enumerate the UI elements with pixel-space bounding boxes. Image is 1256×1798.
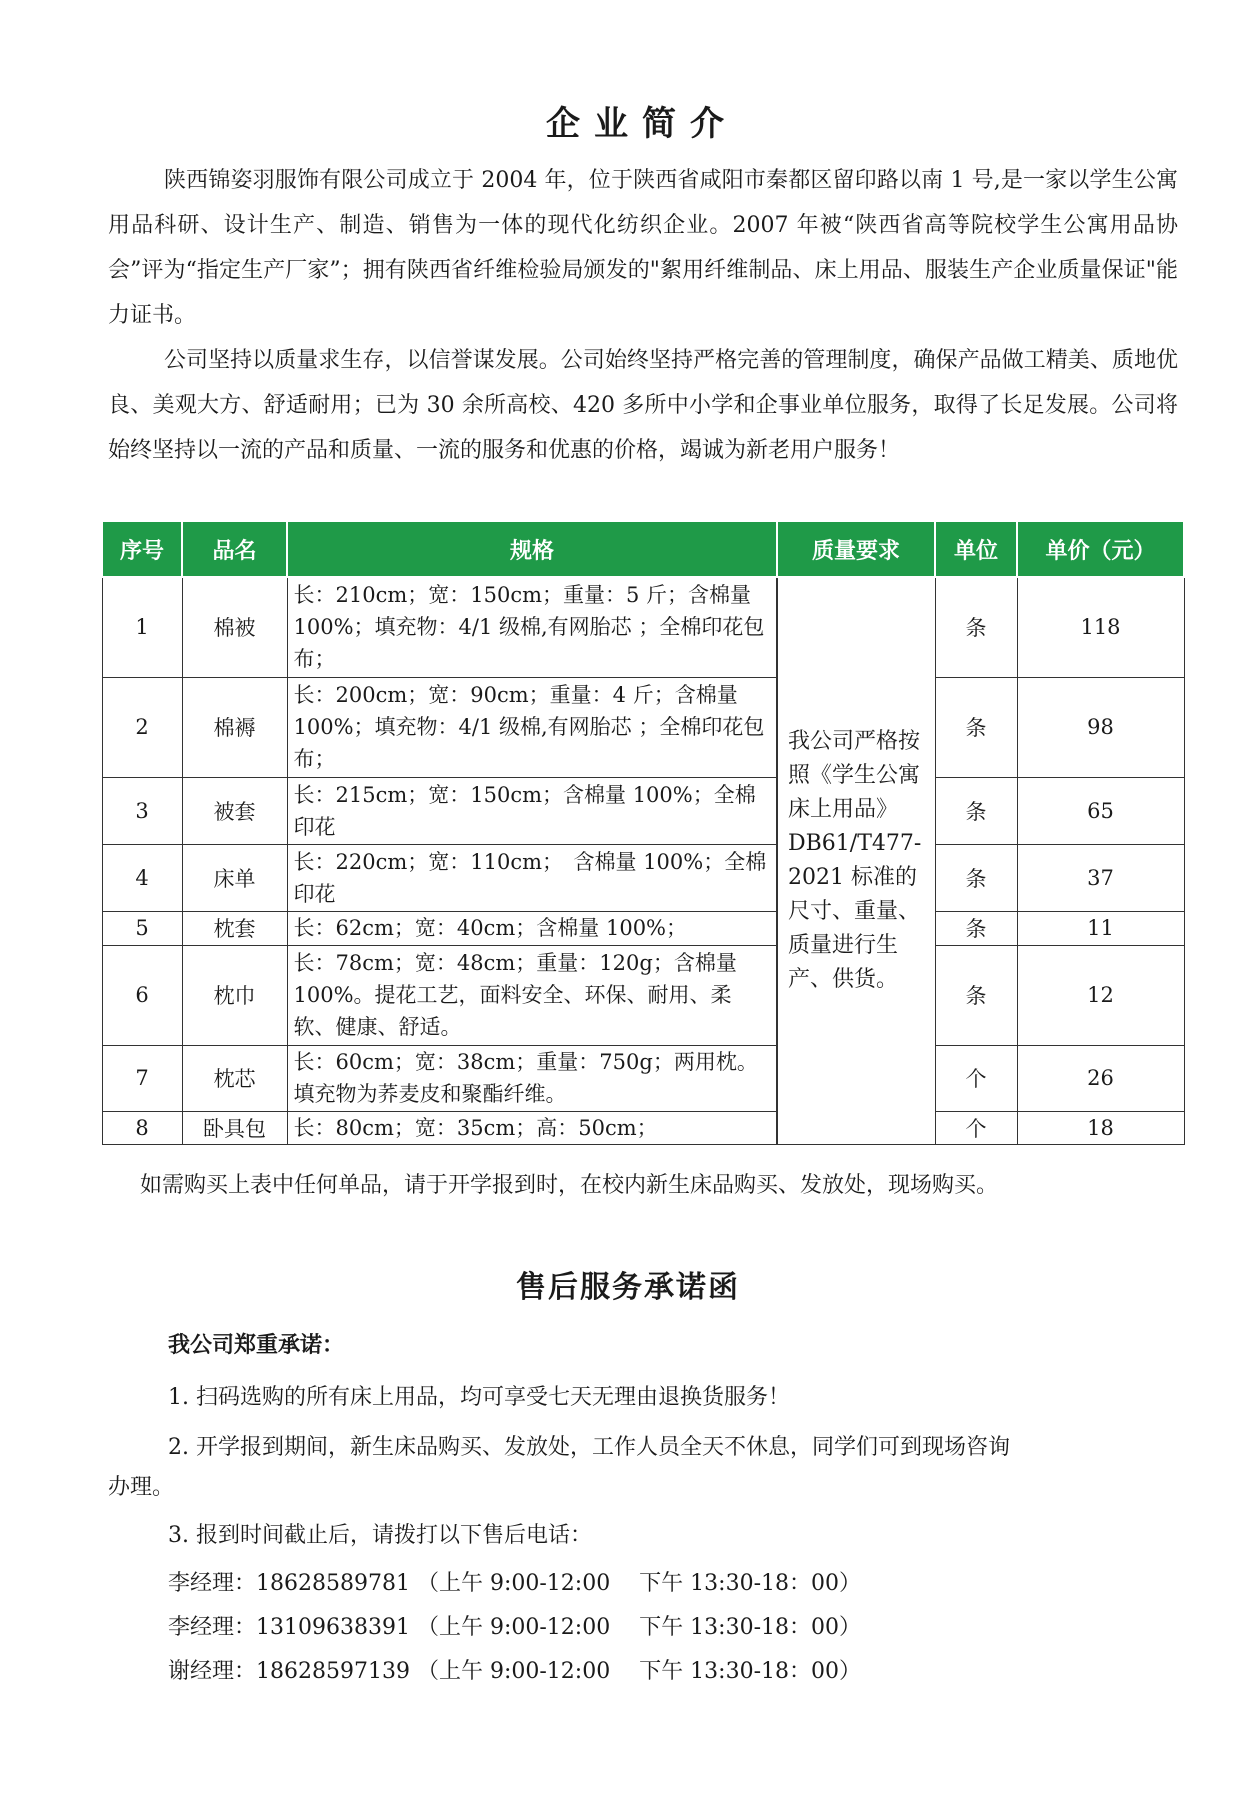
table-header-row	[102, 521, 1184, 577]
purchase-note: 如需购买上表中任何单品，请于开学报到时，在校内新生床品购买、发放处，现场购买。	[140, 1173, 999, 1198]
row-unit: 条	[935, 577, 1017, 677]
table-row	[102, 677, 1184, 777]
row-spec: 长：220cm；宽：110cm； 含棉量 100%；全棉印花	[287, 844, 777, 911]
header-name: 品名	[182, 521, 287, 577]
row-unit: 个	[935, 1111, 1017, 1144]
intro-paragraph-2: 公司坚持以质量求生存，以信誉谋发展。公司始终坚持严格完善的管理制度，确保产品做工精美、质地优良、美观大方、舒适耐用；已为 30 余所高校、420 多所中小学和企事业单位服务，取得了长足发展。公司将始终坚持以一流的产品和质量、一流的服务和优惠的价格，竭诚为新老用户服务！	[108, 348, 1178, 463]
row-spec: 长：210cm；宽：150cm；重量：5 斤；含棉量 100%；填充物：4/1 级棉,有网胎芯 ；全棉印花包布；	[287, 577, 777, 677]
header-price: 单价（元）	[1017, 521, 1184, 577]
row-unit: 条	[935, 911, 1017, 945]
row-no: 7	[102, 1045, 182, 1111]
row-price: 118	[1017, 577, 1184, 677]
table-row	[102, 844, 1184, 911]
intro-paragraph-1: 陕西锦姿羽服饰有限公司成立于 2004 年，位于陕西省咸阳市秦都区留印路以南 1 号,是一家以学生公寓用品科研、设计生产、制造、销售为一体的现代化纺织企业。2007 年被“陕西省高等院校学生公寓用品协会”评为“指定生产厂家”；拥有陕西省纤维检验局颁发的"絮用纤维制品、床上用品、服装生产企业质量保证"能力证书。	[108, 168, 1178, 328]
row-price: 12	[1017, 945, 1184, 1045]
contact-line: 李经理：18628589781 （上午 9:00-12:00 下午 13:30-18：00）	[168, 1571, 862, 1596]
row-spec: 长：200cm；宽：90cm；重量：4 斤；含棉量 100%；填充物：4/1 级棉,有网胎芯 ；全棉印花包布；	[287, 677, 777, 777]
table-row	[102, 945, 1184, 1045]
row-no: 5	[102, 911, 182, 945]
row-name: 枕套	[182, 911, 287, 945]
header-unit: 单位	[935, 521, 1017, 577]
product-table	[101, 520, 1185, 1145]
row-price: 37	[1017, 844, 1184, 911]
row-spec: 长：80cm；宽：35cm；高：50cm；	[287, 1111, 777, 1144]
row-name: 枕巾	[182, 945, 287, 1045]
row-name: 被套	[182, 777, 287, 844]
table-row	[102, 577, 1184, 677]
row-no: 2	[102, 677, 182, 777]
row-no: 3	[102, 777, 182, 844]
row-unit: 条	[935, 945, 1017, 1045]
row-no: 8	[102, 1111, 182, 1144]
row-price: 98	[1017, 677, 1184, 777]
row-name: 枕芯	[182, 1045, 287, 1111]
commitment-item-3: 3. 报到时间截止后，请拨打以下售后电话：	[168, 1523, 592, 1548]
table-row	[102, 777, 1184, 844]
row-price: 65	[1017, 777, 1184, 844]
commitment-item-2-continued: 办理。	[108, 1475, 175, 1500]
table-row	[102, 1111, 1184, 1144]
commitment-item-2: 2. 开学报到期间，新生床品购买、发放处，工作人员全天不休息，同学们可到现场咨询	[168, 1435, 1010, 1460]
row-unit: 条	[935, 844, 1017, 911]
row-name: 棉被	[182, 577, 287, 677]
row-price: 18	[1017, 1111, 1184, 1144]
row-no: 6	[102, 945, 182, 1045]
commitment-heading: 我公司郑重承诺：	[168, 1332, 345, 1358]
contact-line: 谢经理：18628597139 （上午 9:00-12:00 下午 13:30-18：00）	[168, 1659, 862, 1684]
row-name: 卧具包	[182, 1111, 287, 1144]
header-no: 序号	[102, 521, 182, 577]
row-no: 4	[102, 844, 182, 911]
table-row	[102, 1045, 1184, 1111]
contact-line: 李经理：13109638391 （上午 9:00-12:00 下午 13:30-18：00）	[168, 1615, 862, 1640]
quality-requirement: 我公司严格按照《学生公寓床上用品》DB61/T477-2021 标准的尺寸、重量、质量进行生产、供货。	[777, 577, 935, 1144]
commitment-item-1: 1. 扫码选购的所有床上用品，均可享受七天无理由退换货服务！	[168, 1385, 790, 1410]
header-spec: 规格	[287, 521, 777, 577]
row-name: 棉褥	[182, 677, 287, 777]
row-unit: 条	[935, 777, 1017, 844]
service-title: 售后服务承诺函	[516, 1270, 740, 1305]
row-name: 床单	[182, 844, 287, 911]
row-price: 11	[1017, 911, 1184, 945]
row-spec: 长：62cm；宽：40cm；含棉量 100%；	[287, 911, 777, 945]
table-row	[102, 911, 1184, 945]
header-quality: 质量要求	[777, 521, 935, 577]
row-unit: 条	[935, 677, 1017, 777]
row-spec: 长：78cm；宽：48cm；重量：120g；含棉量 100%。提花工艺，面料安全、环保、耐用、柔软、健康、舒适。	[287, 945, 777, 1045]
row-spec: 长：60cm；宽：38cm；重量：750g；两用枕。填充物为荞麦皮和聚酯纤维。	[287, 1045, 777, 1111]
row-unit: 个	[935, 1045, 1017, 1111]
row-spec: 长：215cm；宽：150cm；含棉量 100%；全棉印花	[287, 777, 777, 844]
row-price: 26	[1017, 1045, 1184, 1111]
intro-title: 企业简介	[546, 104, 738, 144]
row-no: 1	[102, 577, 182, 677]
